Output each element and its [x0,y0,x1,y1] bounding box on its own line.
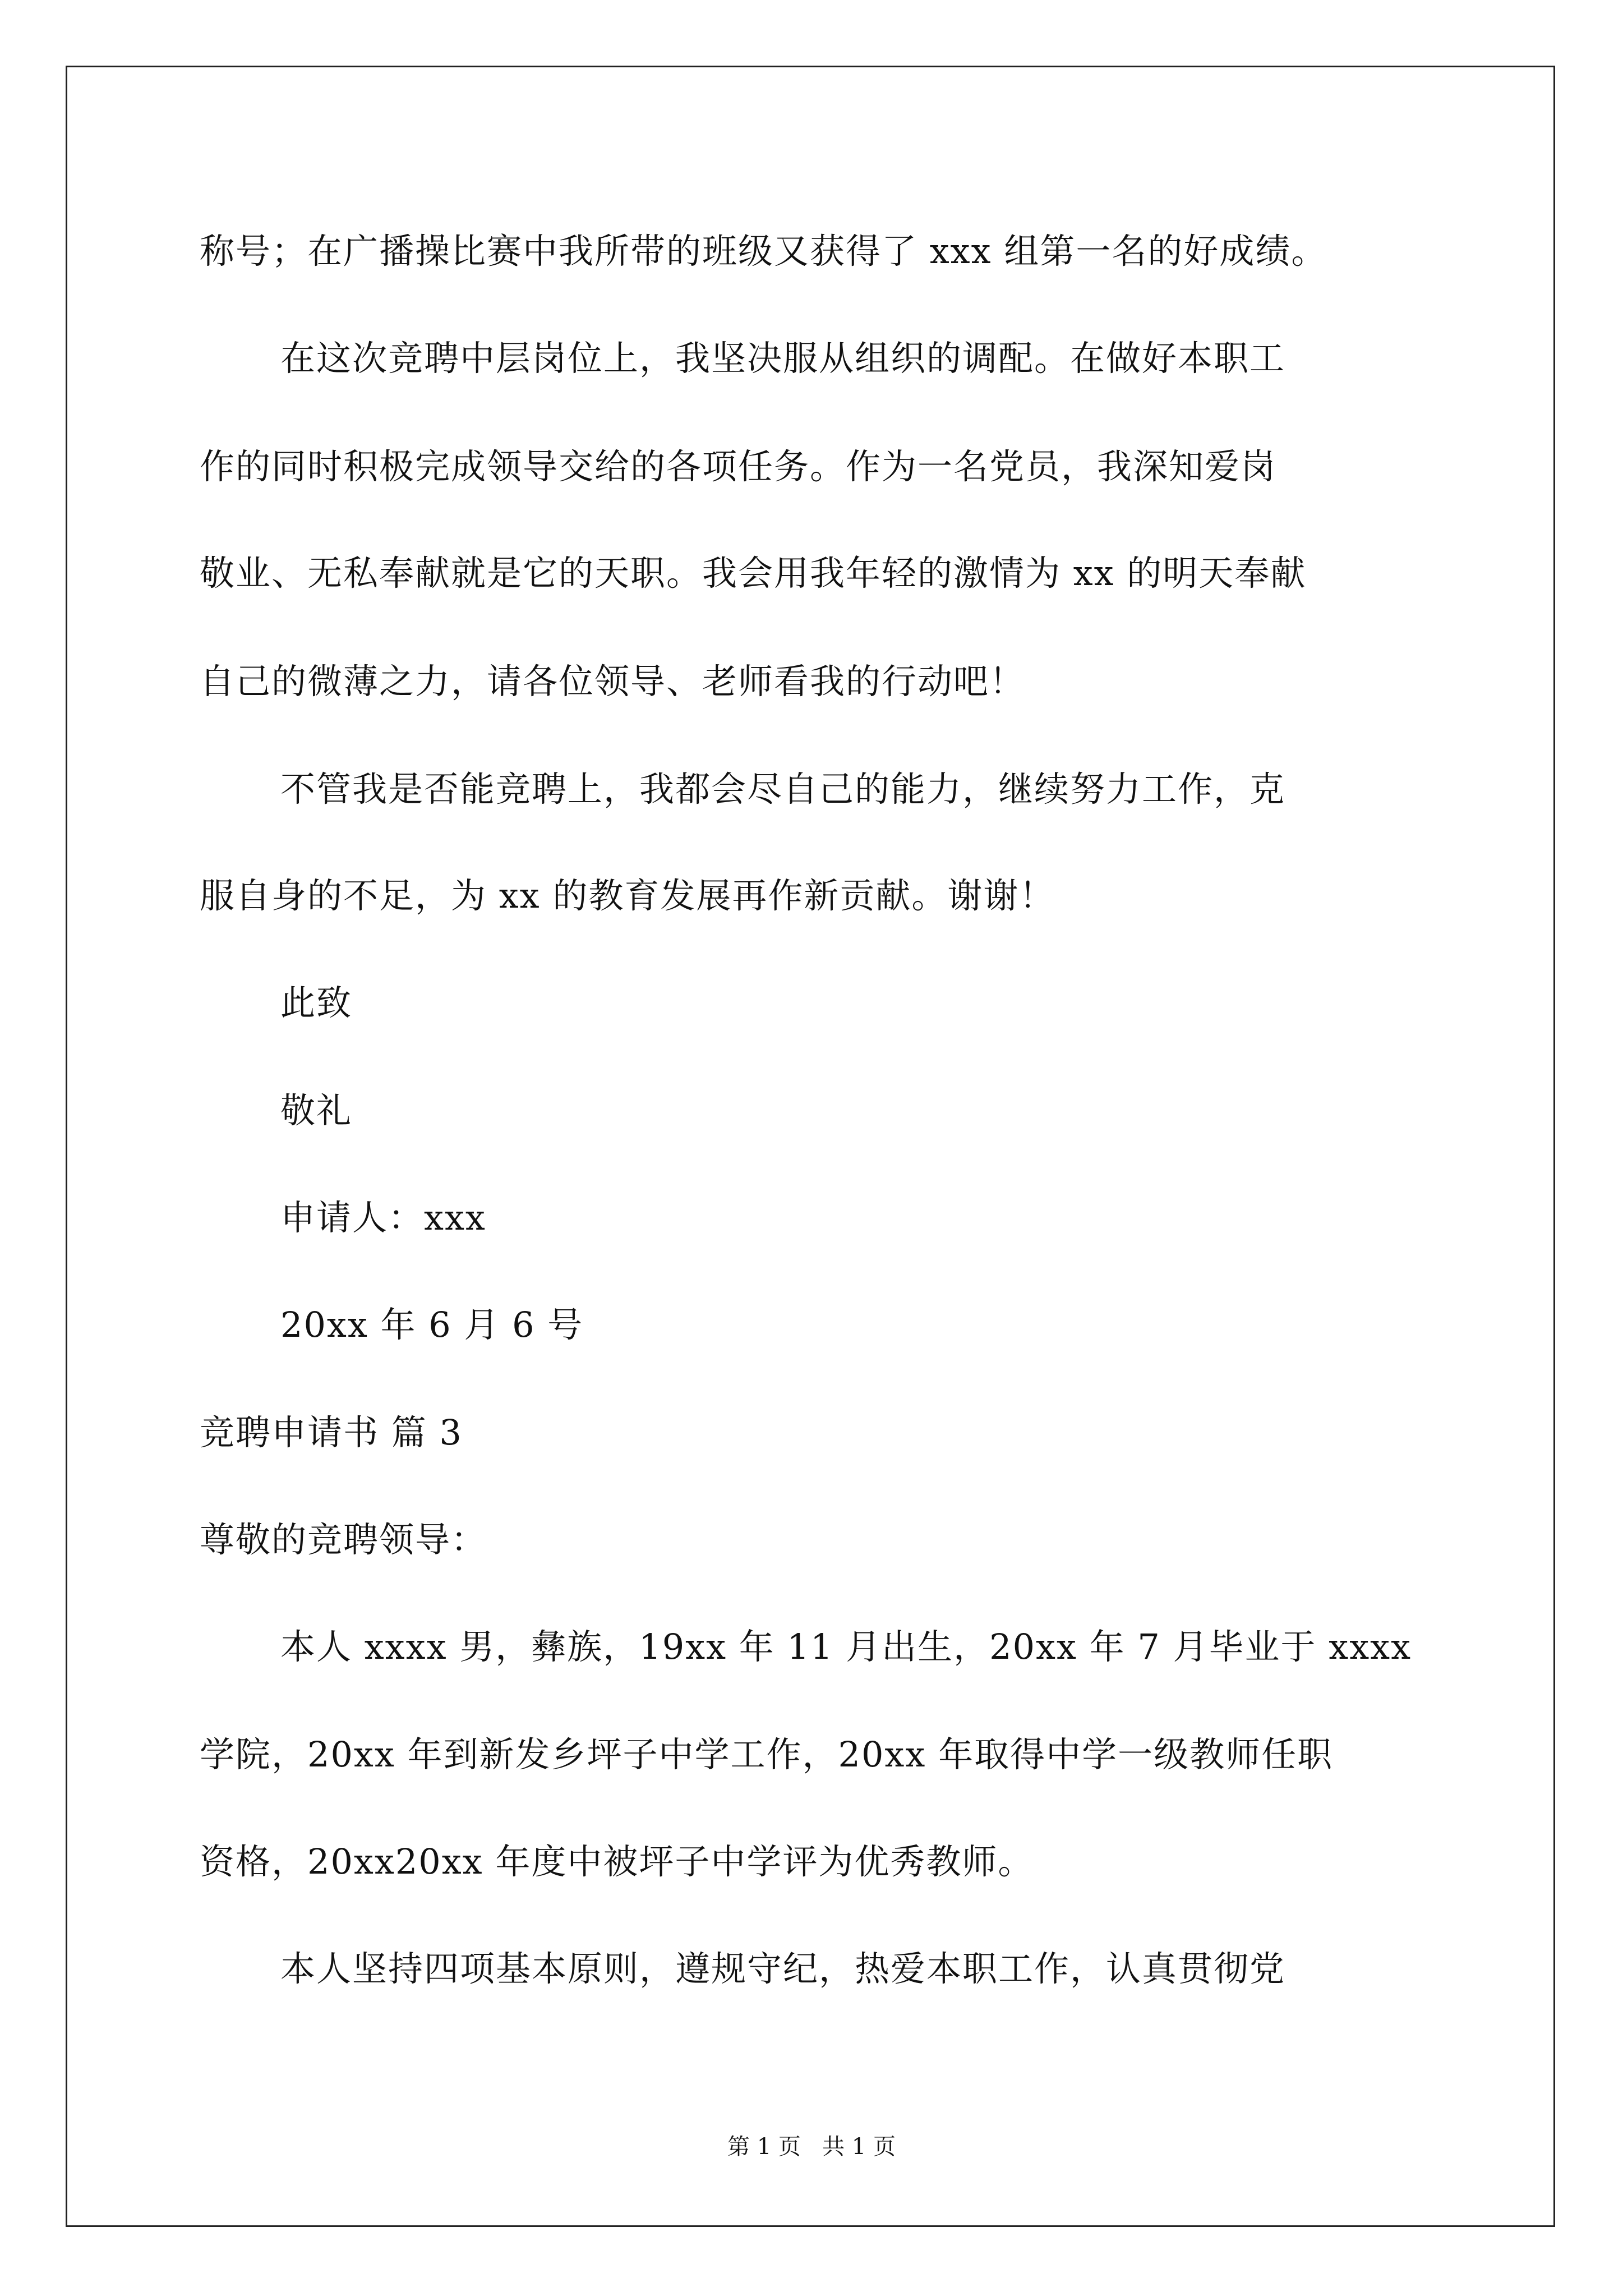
page-number-footer: 第 1 页 共 1 页 [727,2134,896,2160]
paragraph-line: 自己的微薄之力，请各位领导、老师看我的行动吧！ [200,661,1026,702]
applicant-signature: 申请人：xxx [280,1197,486,1238]
letter-greeting: 尊敬的竞聘领导： [200,1519,487,1560]
letter-date: 20xx 年 6 月 6 号 [280,1304,584,1345]
page-border [66,66,1555,2227]
section-heading: 竞聘申请书 篇 3 [200,1412,463,1453]
paragraph-line: 称号；在广播操比赛中我所带的班级又获得了 xxx 组第一名的好成绩。 [200,231,1327,272]
paragraph-line: 资格，20xx20xx 年度中被坪子中学评为优秀教师。 [200,1841,1034,1882]
paragraph-line: 本人 xxxx 男，彝族，19xx 年 11 月出生，20xx 年 7 月毕业于 xxxx [280,1626,1412,1667]
closing-regards: 敬礼 [280,1090,353,1131]
paragraph-line: 在这次竞聘中层岗位上，我坚决服从组织的调配。在做好本职工 [280,338,1286,379]
paragraph-line: 敬业、无私奉献就是它的天职。我会用我年轻的激情为 xx 的明天奉献 [200,553,1307,593]
paragraph-line: 服自身的不足，为 xx 的教育发展再作新贡献。谢谢！ [200,875,1055,916]
paragraph-line: 学院，20xx 年到新发乡坪子中学工作，20xx 年取得中学一级教师任职 [200,1734,1334,1775]
paragraph-line: 本人坚持四项基本原则，遵规守纪，热爱本职工作，认真贯彻党 [280,1948,1286,1989]
closing-salutation: 此致 [280,982,353,1023]
paragraph-line: 不管我是否能竞聘上，我都会尽自己的能力，继续努力工作，克 [280,769,1286,809]
paragraph-line: 作的同时积极完成领导交给的各项任务。作为一名党员，我深知爱岗 [200,446,1277,487]
